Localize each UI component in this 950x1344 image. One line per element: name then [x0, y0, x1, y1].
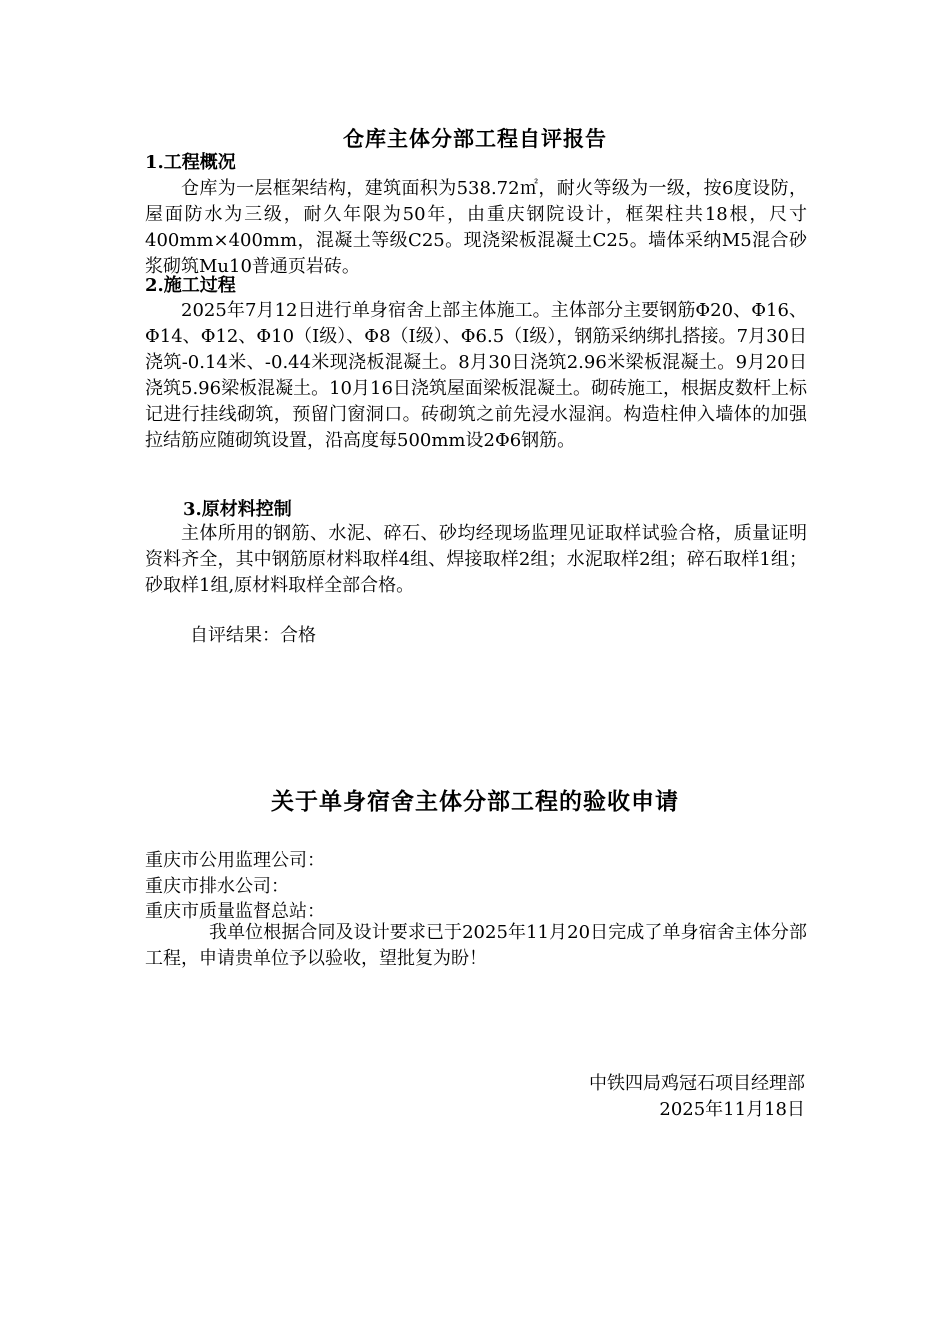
section-text-materials: 主体所用的钢筋、水泥、碎石、砂均经现场监理见证取样试验合格，质量证明资料齐全，其中钢筋原材料取样4组、焊接取样2组；水泥取样2组；碎石取样1组；砂取样1组,原材料取样全部合格。 [145, 523, 807, 596]
recipient-line: 重庆市公用监理公司： [145, 850, 325, 871]
application-body: 我单位根据合同及设计要求已于2025年11月20日完成了单身宿舍主体分部工程，申请贵单位予以验收，望批复为盼！ [145, 922, 807, 969]
report-title: 仓库主体分部工程自评报告 [343, 126, 607, 151]
section-heading-materials: 3.原材料控制 [183, 499, 292, 520]
signature-organization: 中铁四局鸡冠石项目经理部 [589, 1073, 805, 1094]
self-evaluation-result: 自评结果：合格 [190, 625, 316, 646]
recipient-line: 重庆市质量监督总站： [145, 901, 325, 922]
section-text-process: 2025年7月12日进行单身宿舍上部主体施工。主体部分主要钢筋Φ20、Φ16、Φ14、Φ12、Φ10（Ⅰ级）、Φ8（Ⅰ级）、Φ6.5（Ⅰ级），钢筋采纳绑扎搭接。7月30日浇筑-0.14米、-0.44米现浇板混凝土。8月30日浇筑2.96米梁板混凝土。9月20日浇筑5.96梁板混凝土。10月16日浇筑屋面梁板混凝土。砌砖施工，根据皮数杆上标记进行挂线砌筑，预留门窗洞口。砖砌筑之前先浸水湿润。构造柱伸入墙体的加强拉结筋应随砌筑设置，沿高度每500mm设2Φ6钢筋。 [145, 300, 807, 451]
signature-date: 2025年11月18日 [659, 1099, 805, 1120]
section-text-overview: 仓库为一层框架结构，建筑面积为538.72㎡，耐火等级为一级，按6度设防，屋面防水为三级，耐久年限为50年，由重庆钢院设计，框架柱共18根，尺寸400mm×400mm，混凝土等级C25。现浇梁板混凝土C25。墙体采纳M5混合砂浆砌筑Mu10普通页岩砖。 [145, 178, 807, 277]
section-heading-process: 2.施工过程 [145, 275, 236, 296]
section-heading-overview: 1.工程概况 [145, 152, 236, 173]
recipient-line: 重庆市排水公司： [145, 876, 289, 897]
application-title: 关于单身宿舍主体分部工程的验收申请 [271, 788, 679, 815]
